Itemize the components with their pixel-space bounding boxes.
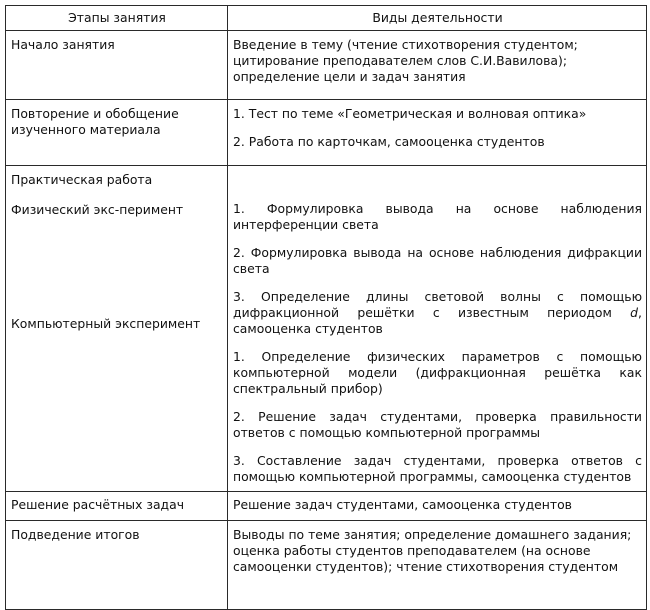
table-row — [6, 492, 647, 521]
stage-cell — [6, 31, 228, 100]
activity-cell — [228, 166, 647, 492]
table-row — [6, 100, 647, 166]
stage-label: Практическая работа — [11, 172, 153, 187]
stage-cell — [6, 492, 228, 521]
table-row — [6, 31, 647, 100]
activity-cell — [228, 521, 647, 610]
header-stages: Этапы занятия — [6, 6, 228, 31]
stage-label: Начало занятия — [11, 37, 115, 52]
table-row — [6, 166, 647, 492]
stage-label: Решение расчётных задач — [11, 497, 185, 512]
stage-label: Физический экс-перимент — [11, 202, 184, 217]
activity-cell — [228, 100, 647, 166]
stage-cell — [6, 521, 228, 610]
activity-text-part: , самооценка студентов — [233, 305, 642, 336]
activity-text — [233, 289, 642, 337]
activity-text: 1. Тест по теме «Геометрическая и волновая оптика» — [233, 106, 587, 121]
lesson-stages-table — [5, 5, 647, 610]
activity-text: 2. Формулировка вывода на основе наблюдения дифракции света — [233, 245, 642, 276]
activity-text: 3. Составление задач студентами, проверка ответов с помощью компьютерной программы, самооценка студентов — [233, 453, 642, 484]
stage-label: Компьютерный эксперимент — [11, 316, 201, 331]
period-symbol: d — [630, 305, 639, 320]
table-header-row — [6, 6, 647, 31]
stage-label: Повторение и обобщение изученного материала — [11, 106, 179, 137]
activity-cell — [228, 492, 647, 521]
activity-text: 2. Работа по карточкам, самооценка студентов — [233, 134, 545, 149]
stage-label: Подведение итогов — [11, 527, 140, 542]
activity-text: 1. Определение физических параметров с помощью компьютерной модели (дифракционная решётка как спектральный прибор) — [233, 349, 642, 396]
activity-text-part: 3. Определение длины световой волны с помощью дифракционной решётки с известным периодом — [233, 289, 642, 320]
activity-text: Решение задач студентами, самооценка студентов — [233, 497, 572, 512]
activity-text: 1. Формулировка вывода на основе наблюдения интерференции света — [233, 201, 642, 232]
activity-text: Выводы по теме занятия; определение домашнего задания; оценка работы студентов преподавателем (на основе самооценки студентов); чтение стихотворения студентом — [233, 527, 632, 574]
table-row — [6, 521, 647, 610]
stage-cell — [6, 100, 228, 166]
stage-cell — [6, 166, 228, 492]
lesson-stages-table-wrapper — [5, 5, 646, 610]
activity-cell — [228, 31, 647, 100]
header-activities: Виды деятельности — [228, 6, 647, 31]
activity-text: Введение в тему (чтение стихотворения студентом; цитирование преподавателем слов С.И.Вавилова); определение цели и задач занятия — [233, 37, 578, 84]
activity-text: 2. Решение задач студентами, проверка правильности ответов с помощью компьютерной программы — [233, 409, 642, 440]
